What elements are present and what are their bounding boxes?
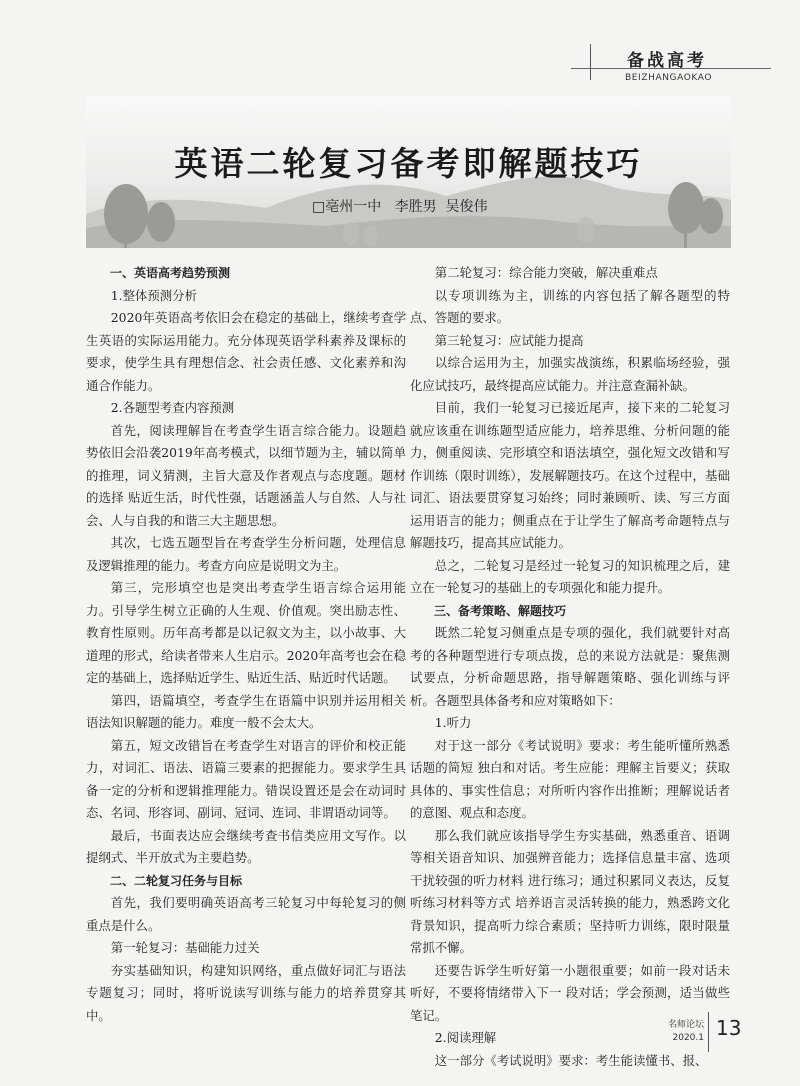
paragraph: 还要告诉学生听好第一小题很重要；如前一段对话未听好，不要将情绪带入下一 段对话；学会预测，适当做些笔记。	[410, 962, 730, 1023]
paragraph: 1.整体预测分析	[110, 287, 197, 303]
paragraph: 第五，短文改错旨在考查学生对语言的评价和校正能力，对词汇、语法、语篇三要素的把握能力。要求学生具备一定的分析和逻辑推理能力。错误设置还是会在动词时态、名词、形容词、副词、冠词、连词、非谓语动词等。	[86, 737, 406, 820]
paragraph: 既然二轮复习侧重点是专项的强化，我们就要针对高考的各种题型进行专项点拨，总的来说方法就是：聚焦测试要点，分析命题思路，指导解题策略、强化训练与评析。各题型具体备考和应对策略如下：	[410, 625, 730, 708]
paragraph: 最后，书面表达应会继续考查书信类应用文写作。以提纲式、半开放式为主要趋势。	[86, 827, 406, 865]
paragraph: 总之，二轮复习是经过一轮复习的知识梳理之后，建立在一轮复习的基础上的专项强化和能力提升。	[410, 557, 730, 595]
paragraph: 这一部分《考试说明》要求：考生能读懂书、报、	[434, 1052, 708, 1068]
paragraph: 对于这一部分《考试说明》要求：考生能听懂所熟悉话题的简短 独白和对话。考生应能：理解主旨要义；获取具体的、事实性信息；对所听内容作出推断；理解说话者的意图、观点和态度。	[410, 737, 730, 820]
paragraph: 1.听力	[434, 715, 472, 730]
paragraph: 目前，我们一轮复习已接近尾声，接下来的二轮复习就应该重在训练题型适应能力，培养思维、分析问题的能力，侧重阅读、完形填空和语法填空，强化短文改错和写作训练（限时训练），发展解题技巧。在这个过程中，基础词汇、语法要贯穿复习始终；同时兼顾听、读、写三方面运用语言的能力；侧重点在于让学生了解高考命题特点与解题技巧，提高其应试能力。	[410, 400, 730, 550]
article-byline: □亳州一中 李胜男 吴俊伟	[312, 199, 488, 215]
section-name: 备战高考	[627, 51, 707, 71]
paragraph: 第二轮复习：综合能力突破，解决重难点	[434, 265, 658, 280]
section-heading: 二、二轮复习任务与目标	[110, 873, 243, 888]
paragraph: 2.各题型考查内容预测	[110, 400, 235, 415]
article-title: 英语二轮复习备考即解题技巧	[174, 144, 643, 183]
section-heading: 一、英语高考趋势预测	[110, 266, 231, 280]
paragraph: 以综合运用为主，加强实战演练，积累临场经验，强化应试技巧，最终提高应试能力。并注意查漏补缺。	[410, 355, 730, 393]
paragraph: 夯实基础知识，构建知识网络，重点做好词汇与语法专题复习；同时，将听说读写训练与能力的培养贯穿其中。	[86, 962, 406, 1023]
paragraph: 以专项训练为主，训练的内容包括了解各题型的特点、答题的要求。	[410, 287, 730, 325]
section-rule	[571, 68, 771, 69]
paragraph: 首先，我们要明确英语高考三轮复习中每轮复习的侧重点是什么。	[86, 895, 406, 933]
paragraph: 第一轮复习：基础能力过关	[110, 940, 260, 955]
paragraph: 第四，语篇填空，考查学生在语篇中识别并运用相关语法知识解题的能力。难度一般不会太大。	[86, 692, 406, 730]
section-name-pinyin: BEIZHANGAOKAO	[625, 73, 713, 83]
page-number: 13	[716, 1016, 742, 1040]
paragraph: 第三，完形填空也是突出考查学生语言综合运用能力。引导学生树立正确的人生观、价值观。突出励志性、教育性原则。历年高考都是以记叙文为主，以小故事、大道理的形式，给读者带来人生启示。2020年高考也会在稳定的基础上，选择贴近学生、贴近生活、贴近时代话题。	[86, 580, 406, 685]
section-heading: 三、备考策略、解题技巧	[434, 603, 567, 618]
section-tag	[590, 44, 741, 83]
paragraph: 2020年英语高考依旧会在稳定的基础上，继续考查学生英语的实际运用能力。充分体现英语学科素养及课标的要求，使学生具有理想信念、社会责任感、文化素养和沟通合作能力。	[86, 310, 406, 393]
journal-name: 名师论坛	[667, 1020, 704, 1030]
right-column	[410, 262, 730, 1072]
paragraph: 首先，阅读理解旨在考查学生语言综合能力。设题趋势依旧会沿袭2019年高考模式，以细节题为主，辅以简单的推理，词义猜测，主旨大意及作者观点与态度题。题材的选择 贴近生活，时代性强，话题涵盖人与自然、人与社会、人与自我的和谐三大主题思想。	[86, 422, 406, 528]
paragraph: 2.阅读理解	[434, 1030, 497, 1045]
footer-divider	[708, 1012, 709, 1052]
title-banner	[86, 96, 731, 248]
left-column	[86, 262, 406, 1027]
paragraph: 第三轮复习：应试能力提高	[434, 332, 584, 348]
paragraph: 那么我们就应该指导学生夯实基础，熟悉重音、语调等相关语音知识、加强辨音能力；选择信息量丰富、选项干扰较强的听力材料 进行练习；通过积累同义表达，反复听练习材料等方式 培养语言灵活转换的能力，熟悉跨文化背景知识，提高听力综合素质；坚持听力训练，限时限量常抓不懈。	[410, 827, 730, 955]
paragraph: 其次，七选五题型旨在考查学生分析问题，处理信息及逻辑推理的能力。考查方向应是说明文为主。	[86, 535, 406, 573]
issue-number: 2020.1	[672, 1033, 704, 1043]
